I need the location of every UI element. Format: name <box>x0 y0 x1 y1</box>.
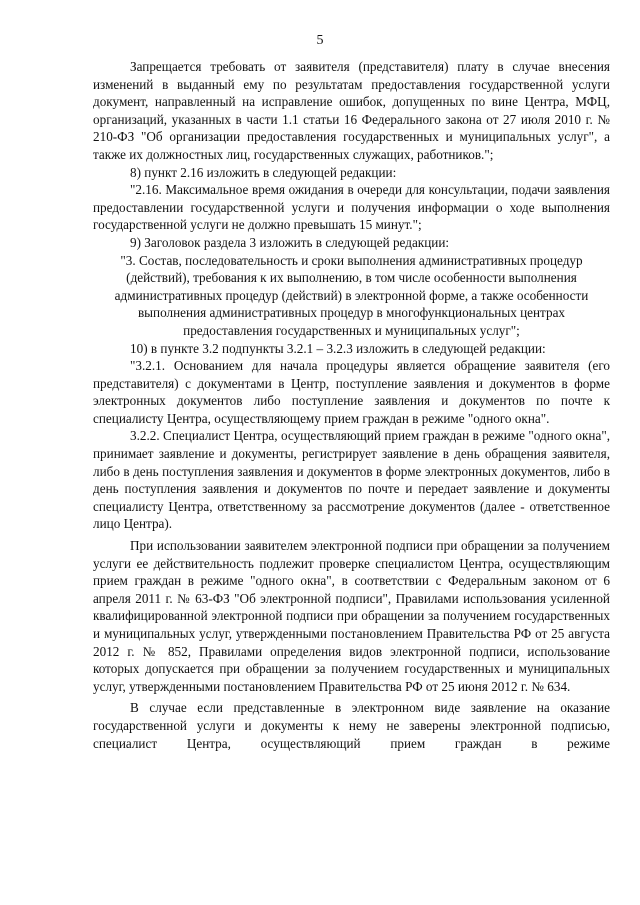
paragraph-p05: "3. Состав, последовательность и сроки выполнения административных процедур (действий), требования к их выполнению, в том числе особенности выполнения административных процедур (действий) в электронной форме, а также особенности выполнения административных процедур в многофункциональных центрах предоставления государственных и муниципальных услуг"; <box>114 252 589 338</box>
paragraph-p06: 10) в пункте 3.2 подпункты 3.2.1 – 3.2.3 изложить в следующей редакции: <box>130 340 546 356</box>
page-number: 5 <box>316 33 324 48</box>
paragraph-p10: В случае если представленные в электронном виде заявление на оказание государственной услуги и документы к нему не заверены электронной подписью, специалист Центра, осуществляющий прием граждан в режиме <box>93 700 610 751</box>
paragraph-p07: "3.2.1. Основанием для начала процедуры является обращение заявителя (его представителя) с документами в Центр, поступление заявления и документов в форме электронных документов либо поступление заявления и документов по почте к специалисту Центра, осуществляющему прием граждан в режиме "одного окна". <box>93 358 610 426</box>
paragraph-p03: "2.16. Максимальное время ожидания в очереди для консультации, подачи заявления предоставлении государственной услуги и получения информации о ходе выполнения государственной услуги не должно превышать 15 минут."; <box>93 182 610 233</box>
paragraph-p08: 3.2.2. Специалист Центра, осуществляющий прием граждан в режиме "одного окна", принимает заявление и документы, регистрирует заявление в день обращения заявителя, либо в день поступления заявления и документов в форме электронных документов, либо в день поступления заявления и документов по почте и передает заявление и документы специалисту Центра, ответственному за рассмотрение документов (далее - ответственное лицо Центра). <box>93 428 610 532</box>
document-body <box>93 58 610 752</box>
paragraph-p09: При использовании заявителем электронной подписи при обращении за получением услуги ее действительность подлежит проверке специалистом Центра, осуществляющим прием граждан в режиме "одного окна", в соответствии с Федеральным законом от 6 апреля 2011 г. № 63-ФЗ "Об электронной подписи", Правилами использования усиленной квалифицированной электронной подписи при обращении за получением государственных и муниципальных услуг, утвержденными постановлением Правительства РФ от 25 августа 2012 г. № 852, Правилами определения видов электронной подписи, использование которых допускается при обращении за получением государственных и муниципальных услуг, утвержденными постановлением Правительства РФ от 25 июня 2012 г. № 634. <box>93 538 610 694</box>
paragraph-p02: 8) пункт 2.16 изложить в следующей редакции: <box>130 164 397 180</box>
paragraph-p04: 9) Заголовок раздела 3 изложить в следующей редакции: <box>130 234 450 250</box>
paragraph-p01: Запрещается требовать от заявителя (представителя) плату в случае внесения изменений в выданный ему по результатам предоставления государственной услуги документ, направленный на исправление ошибок, допущенных по вине Центра, МФЦ, организаций, указанных в части 1.1 статьи 16 Федерального закона от 27 июля 2010 г. № 210-ФЗ "Об организации предоставления государственных и муниципальных услуг", а также их должностных лиц, государственных служащих, работников."; <box>93 59 610 162</box>
